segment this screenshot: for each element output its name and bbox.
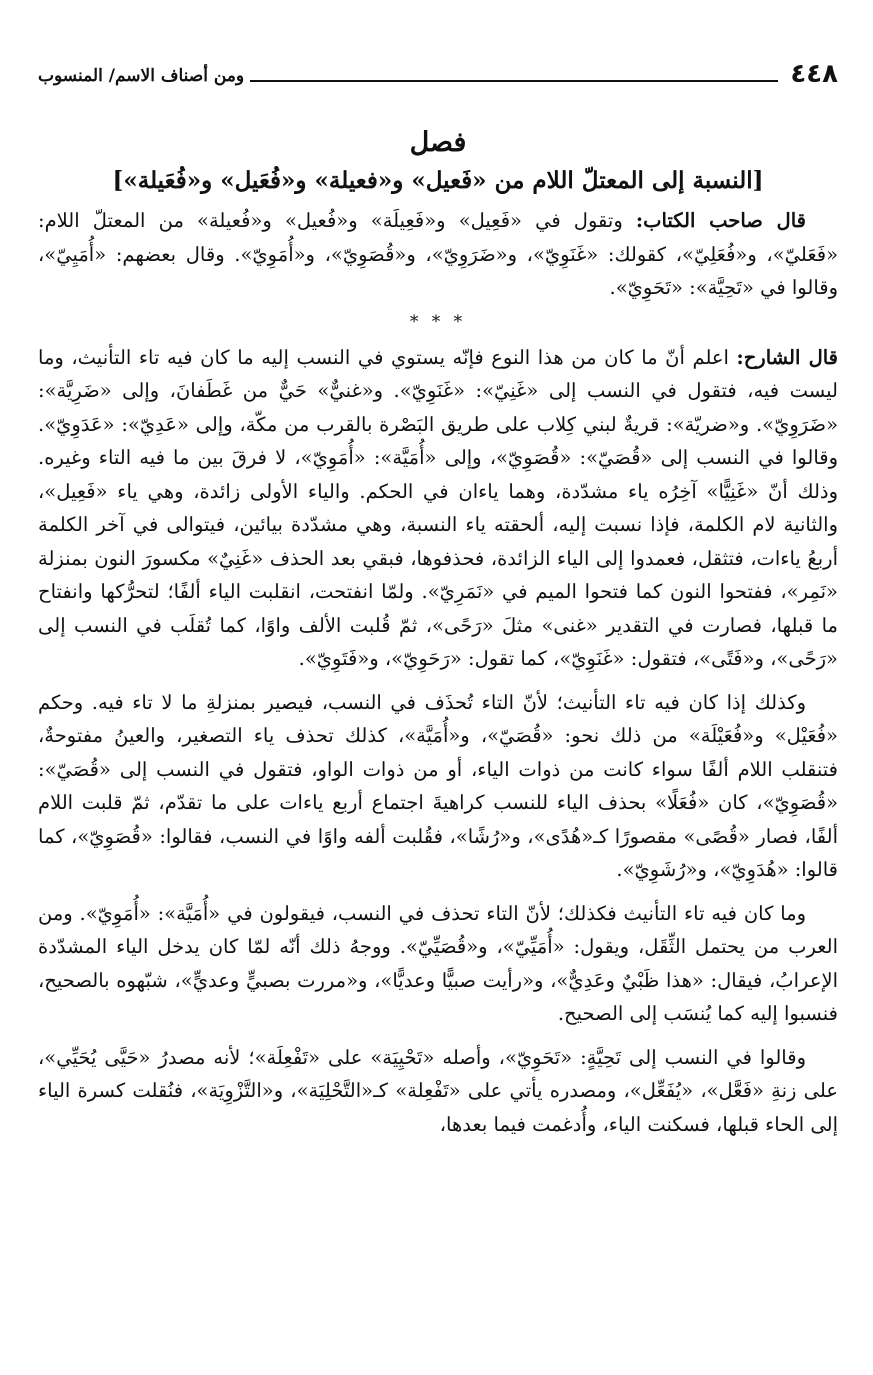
sharh-paragraph-1 (38, 341, 838, 676)
header-rule (250, 80, 778, 82)
sharh-block (38, 341, 838, 1142)
matn-paragraph (38, 204, 838, 305)
separator-stars: * * * (409, 311, 467, 332)
sharh-text-1: اعلم أنّ ما كان من هذا النوع فإنّه يستوي في النسب إليه ما كان فيه تاء التأنيث، وما ليست فيه، فتقول في النسب إلى «غَنِيّ»: «غَنَوِيّ». و«غنيٌّ» حَيٌّ من غَطَفانَ، وإلى «ضَرِيَّة»: «ضَرَوِيّ». و«ضريّة»: قريةٌ لبني كِلاب على طريق البَصْرة بالقرب من مكّة، وإلى «عَدِيّ»: «عَدَوِيّ». وقالوا في النسب إلى «قُصَيّ»: «قُصَوِيّ»، وإلى «أُمَيَّة»: «أُمَوِيّ»، لا فرقَ بين ما فيه التاء وغيره. وذلك أنّ «غَنِيًّا» آخِرُه ياء مشدّدة، وهما ياءان في الحكم. والياء الأولى زائدة، وهي ياء «فَعِيل»، والثانية لام الكلمة، فإذا نسبت إليه، ألحقته ياء النسبة، وهي مشدّدة بيائين، فيتوالى في آخر الكلمة أربعُ ياءات، فتثقل، فعمدوا إلى الياء الزائدة، فحذفوها، فبقي بعد الحذف «غَنِيٌ» مكسورَ النون بمنزلة «نَمِر»، ففتحوا النون كما فتحوا الميم في «نَمَرِيّ». ولمّا انفتحت، انقلبت الياء ألفًا؛ لتحرُّكها وانفتاح ما قبلها، فصارت في التقدير «غنى» مثلَ «رَحًى»، ثمّ قُلبت الألف واوًا، كما تُقلَب في النسب إلى «رَحًى»، و«فَتًى»، فتقول: «غَنَوِيّ»، كما تقول: «رَحَوِيّ»، و«فَتَوِيّ». (38, 345, 838, 670)
sharh-paragraph-3: وما كان فيه تاء التأنيث فكذلك؛ لأنّ التاء تحذف في النسب، فيقولون في «أُمَيَّة»: «أُمَوِيّ». ومن العرب من يحتمل الثِّقَل، ويقول: «أُمَيِّيّ»، و«قُصَيِّيّ». ووجهُ ذلك أنّه لمّا كان يدخل الياء المشدّدة الإعرابُ، فيقال: «هذا ظَبْيٌ وعَدِيٌّ»، و«رأيت صبيًّا وعديًّا»، و«مررت بصبيٍّ وعديٍّ»، شبّهوه بالصحيح، فنسبوا إليه كما يُنسَب إلى الصحيح. (38, 901, 838, 1025)
matn-lead: قال صاحب الكتاب: (635, 209, 806, 232)
page-number: ٤٤٨ (790, 59, 838, 89)
sharh-paragraph-2: وكذلك إذا كان فيه تاء التأنيث؛ لأنّ التاء تُحذَف في النسب، فيصير بمنزلةِ ما لا تاء فيه. وحكم «فُعَيْل» و«فُعَيْلَة» من ذلك نحو: «قُصَيّ»، و«أُمَيَّة»، كذلك تحذف ياء التصغير، والعينُ مفتوحةٌ، فتنقلب اللام ألفًا سواء كانت من ذوات الياء، أو من ذوات الواو، فتقول في النسب إلى «قُصَيّ»: «قُصَوِيّ»، كان «فُعَلًا» بحذف الياء للنسب كراهيةَ اجتماع أربع ياءات على ما تقدّم، ثمّ قلبت اللام ألفًا، فصار «قُصًى» مقصورًا كـ«هُدًى»، و«رُشًا»، فقُلبت ألفه واوًا في النسب، فقالوا: «قُصَوِيّ»، كما قالوا: «هُدَوِيّ»، و«رُشَوِيّ». (38, 690, 838, 881)
book-page (38, 54, 838, 1354)
running-head (38, 54, 838, 88)
running-title: ومن أصناف الاسم/ المنسوب (38, 66, 245, 86)
matn-block (38, 204, 838, 305)
sharh-paragraph-4: وقالوا في النسب إلى تَحِيَّةٍ: «تَحَوِيّ»، وأصله «تَحْيِيَة» على «تَفْعِلَة»؛ لأنه مصدرُ «حَيَّى يُحَيِّي»، على زنةِ «فَعَّل»، «يُفَعِّل»، ومصدره يأتي على «تَفْعِلة» كـ«التَّحْلِيَة»، و«التَّزْوِيَة»، فنُقلت كسرة الياء إلى الحاء قبلها، فسكنت الياء، وأُدغمت فيما بعدها، (38, 1045, 838, 1136)
section-subtitle: [النسبة إلى المعتلّ اللام من «فَعيل» و«فعيلة» و«فُعَيل» و«فُعَيلة»] (112, 167, 764, 194)
matn-text: وتقول في «فَعِيل» و«فَعِيلَة» و«فُعيل» و«فُعيلة» من المعتلّ اللام: «فَعَليّ»، و«فُعَلِيّ»، كقولك: «غَنَوِيّ»، و«ضَرَوِيّ»، و«قُصَوِيّ»، و«أُمَوِيّ». وقال بعضهم: «أُمَيِيّ»، وقالوا في «تَحِيَّة»: «تَحَوِيّ». (38, 209, 838, 299)
sharh-lead: قال الشارح: (736, 345, 838, 369)
section-title: فصل (409, 127, 467, 158)
